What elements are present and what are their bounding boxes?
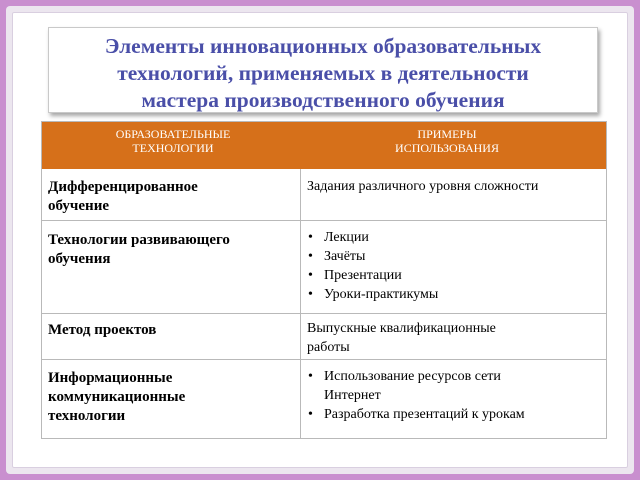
header-examples-line-2: ИСПОЛЬЗОВАНИЯ [395,141,499,155]
table-row-examples [307,367,603,424]
technologies-table [41,121,607,439]
slide-title [48,27,598,113]
title-line-3: мастера производственного обучения [141,88,505,112]
header-technologies [62,127,284,155]
row-divider [42,220,606,221]
technology-line: Метод проектов [48,322,157,338]
table-row-technology [48,369,294,426]
example-text: работы [307,340,350,355]
header-technologies-line-2: ТЕХНОЛОГИИ [132,141,214,155]
table-row-examples [307,177,603,196]
table-header [42,122,606,169]
table-row-technology [48,178,294,216]
technology-line: обучения [48,251,111,267]
technology-line: Технологии развивающего [48,232,230,248]
technology-line: Дифференцированное [48,179,198,195]
table-row-technology [48,321,294,340]
title-line-2: технологий, применяемых в деятельности [117,61,529,85]
list-item: • Зачёты [307,247,603,266]
title-line-1: Элементы инновационных образовательных [104,34,542,58]
column-divider [300,169,301,439]
row-divider [42,313,606,314]
list-item [307,367,603,405]
technology-line: обучение [48,198,109,214]
examples-list [307,367,603,424]
row-divider [42,359,606,360]
examples-list [307,228,603,304]
list-item-text: Использование ресурсов сети [324,369,501,384]
list-item: • Презентации [307,266,603,285]
example-text: Задания различного уровня сложности [307,179,539,194]
example-text: Выпускные квалификационные [307,321,496,336]
header-examples-line-1: ПРИМЕРЫ [417,127,477,141]
list-item: • Разработка презентаций к урокам [307,405,603,424]
list-item: • Лекции [307,228,603,247]
technology-line: Информационные [48,370,173,386]
table-row-examples [307,319,603,357]
list-item: • Уроки-практикумы [307,285,603,304]
header-examples [342,127,552,155]
table-row-technology [48,231,294,269]
list-item-text: Интернет [324,388,381,403]
technology-line: коммуникационные [48,389,186,405]
technology-line: технологии [48,408,126,424]
table-row-examples [307,228,603,304]
header-technologies-line-1: ОБРАЗОВАТЕЛЬНЫЕ [115,127,231,141]
